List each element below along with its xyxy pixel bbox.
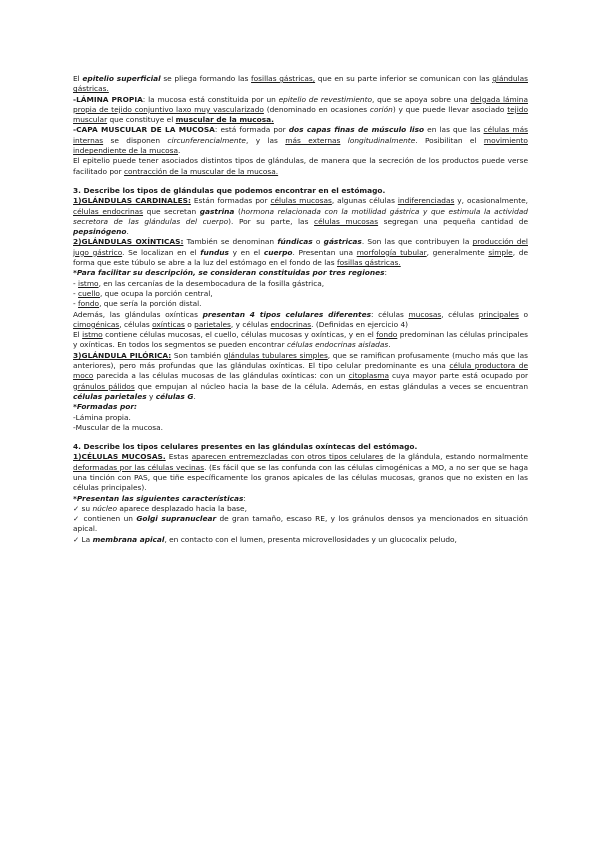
check-icon: ✓: [73, 503, 80, 513]
paragraph-glandulas-oxinticas: 2)GLÁNDULAS OXÍNTICAS: También se denominan fúndicas o gástricas. Son las que contribuyen la producción del jugo gástrico. Se localizan en el fundus y en el cuerpo. Presentan una morfología tubular, generalmente simple, de forma que este túbulo se abre a la luz del estómago en el fondo de las fosillas gástricas.: [73, 237, 528, 268]
document-page: [73, 74, 528, 545]
paragraph-epithelium: El epitelio superficial se pliega formando las fosillas gástricas, que en su parte inferior se comunican con las glándulas gástricas.: [73, 74, 528, 94]
check-icon: ✓: [73, 514, 81, 524]
paragraph-celulas-mucosas: 1)CÉLULAS MUCOSAS. Estas aparecen entremezcladas con otros tipos celulares de la glándula, estando normalmente deformadas por las células vecinas. (Es fácil que se las confunda con las células cimogénicas a MO, a no ser que se haga una tinción con PAS, que tiñe específicamente los granos apicales de las células mucosas, granos que no existen en las células principales).: [73, 452, 528, 493]
list-item-muscular-mucosa: -Muscular de la mucosa.: [73, 422, 164, 432]
list-item-istmo: - istmo, en las cercanías de la desembocadura de la fosilla gástrica,: [73, 278, 325, 288]
paragraph-capa-muscular: -CAPA MUSCULAR DE LA MUCOSA: está formada por dos capas finas de músculo liso en las que las células más internas se disponen circunferencialmente, y las más externas longitudinalmente. Posibilitan el movimiento independiente de la mucosa.: [73, 125, 528, 156]
paragraph-glandula-pilorica: 3)GLÁNDULA PILÓRICA: Son también glándulas tubulares simples, que se ramifican profusamente (mucho más que las anteriores), pero más profundas que las glándulas oxínticas. El tipo celular predominante es una célula productora de moco parecida a las células mucosas de las glándulas oxínticas: con un citoplasma cuya mayor parte está ocupado por gránulos pálidos que empujan al núcleo hacia la base de la célula. Además, en estas glándulas a veces se encuentran células parietales y células G.: [73, 350, 528, 401]
characteristics-title: *Presentan las siguientes características:: [73, 493, 246, 503]
section-4-title: 4. Describe los tipos celulares presentes en las glándulas oxíntecas del estómago.: [73, 442, 418, 452]
paragraph-glandulas-cardinales: 1)GLÁNDULAS CARDINALES: Están formadas por células mucosas, algunas células indiferenciadas y, ocasionalmente, células endocrinas que secretan gastrina (hormona relacionada con la motilidad gástrica y que estimula la actividad secretora de las glándulas del cuerpo). Por su parte, las células mucosas segregan una pequeña cantidad de pepsinógeno.: [73, 196, 529, 237]
paragraph-istmo-contenido: El istmo contiene células mucosas, el cuello, células mucosas y oxínticas, y en el fondo predominan las células principales y oxínticas. En todos los segmentos se pueden encontrar células endocrinas aisladas.: [73, 330, 529, 350]
regions-intro: *Para facilitar su descripción, se consideran constituidas por tres regiones:: [73, 268, 387, 278]
list-item-lamina-propia: -Lámina propia.: [73, 412, 131, 422]
paragraph-tipos-celulares: Además, las glándulas oxínticas presentan 4 tipos celulares diferentes: células mucosas, células principales o cimogénicas, células oxínticas o parietales, y células endocrinas. (Definidas en ejercicio 4): [73, 309, 528, 329]
bullet-nucleo: ✓ su núcleo aparece desplazado hacia la base,: [73, 503, 247, 513]
formed-by-title: *Formadas por:: [73, 402, 137, 412]
list-item-cuello: - cuello, que ocupa la porción central,: [73, 288, 213, 298]
list-item-fondo: - fondo, que sería la porción distal.: [73, 299, 202, 309]
section-3-title: 3. Describe los tipos de glándulas que podemos encontrar en el estómago.: [73, 185, 386, 195]
bullet-golgi: ✓ contienen un Golgi supranuclear de gran tamaño, escaso RE, y los gránulos densos ya mencionados en situación apical.: [73, 514, 528, 534]
paragraph-lamina-propia: -LÁMINA PROPIA: la mucosa está constituida por un epitelio de revestimiento, que se apoya sobre una delgada lámina propia de tejido conjuntivo laxo muy vascularizado (denominado en ocasiones corión) y que puede llevar asociado tejido muscular que constituye el muscular de la mucosa.: [73, 94, 528, 125]
check-icon: ✓: [73, 534, 80, 544]
paragraph-glandulas-asociadas: El epitelio puede tener asociados distintos tipos de glándulas, de manera que la secreción de los productos puede verse facilitado por contracción de la muscular de la mucosa.: [73, 156, 528, 176]
bullet-membrana-apical: ✓ La membrana apical, en contacto con el lumen, presenta microvellosidades y un glucocalix peludo,: [73, 534, 457, 544]
